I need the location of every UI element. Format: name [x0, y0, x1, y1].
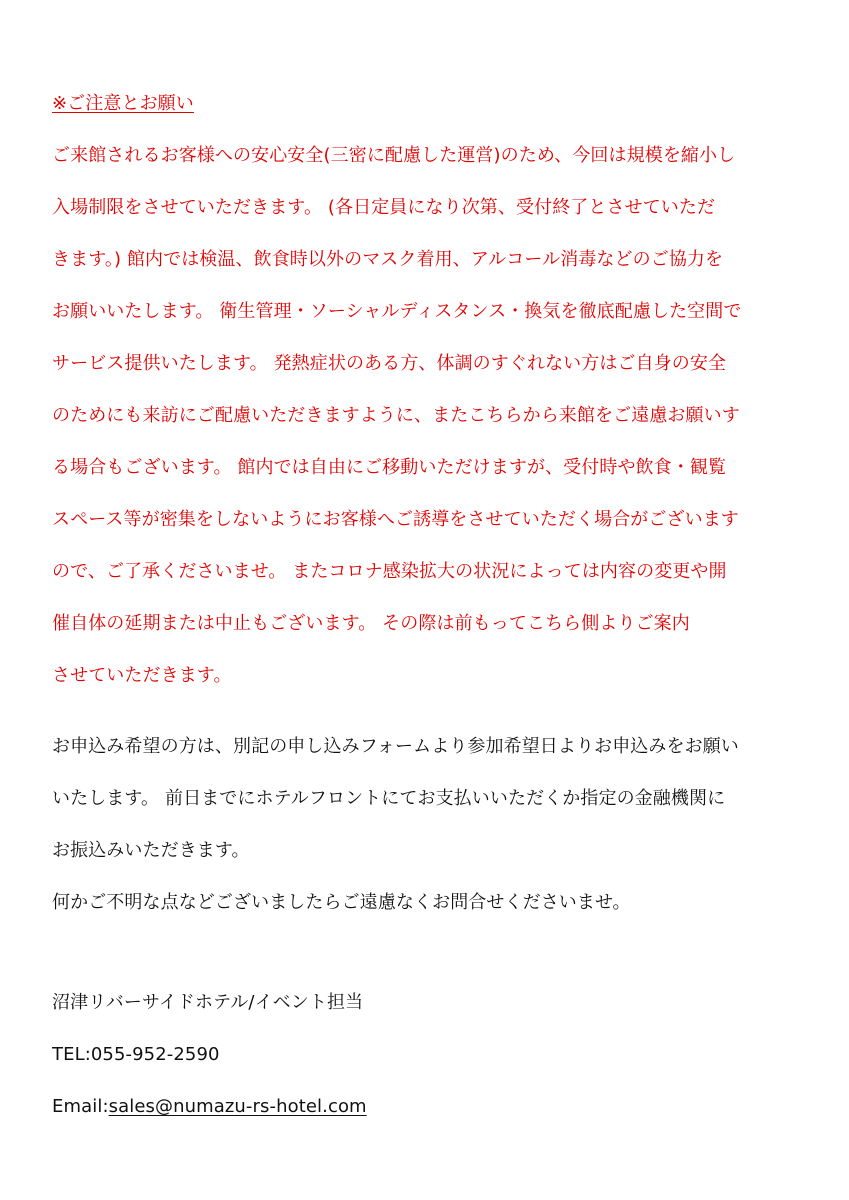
email-label: Email: — [52, 1096, 109, 1117]
application-section — [52, 721, 812, 929]
notice-line: させていただきます。 — [52, 665, 232, 686]
notice-section — [52, 78, 812, 702]
contact-name — [52, 977, 812, 1029]
notice-line: きます。) 館内では検温、飲食時以外のマスク着用、アルコール消毒などのご協力を — [52, 249, 724, 270]
notice-line: サービス提供いたします。 発熱症状のある方、体調のすぐれない方はご自身の安全 — [52, 353, 727, 374]
contact-email-row — [52, 1081, 812, 1133]
contact-tel — [52, 1029, 812, 1081]
notice-line: ご来館されるお客様への安心安全(三密に配慮した運営)のため、今回は規模を縮小し — [52, 145, 736, 166]
email-link[interactable]: sales@numazu-rs-hotel.com — [108, 1096, 367, 1117]
application-line: いたします。 前日までにホテルフロントにてお支払いいただくか指定の金融機関に — [52, 788, 726, 809]
notice-line: ので、ご了承くださいませ。 またコロナ感染拡大の状況によっては内容の変更や開 — [52, 561, 727, 582]
notice-line: る場合もございます。 館内では自由にご移動いただけますが、受付時や飲食・観覧 — [52, 457, 727, 478]
notice-line: 催自体の延期または中止もございます。 その際は前もってこちら側よりご案内 — [52, 613, 690, 634]
contact-email-line — [52, 1081, 812, 1133]
notice-line: のためにも来訪にご配慮いただきますように、またこちらから来館をご遠慮お願いす — [52, 405, 740, 426]
application-line: お申込み希望の方は、別記の申し込みフォームより参加希望日よりお申込みをお願い — [52, 736, 739, 757]
application-line: お振込みいただきます。 — [52, 840, 250, 861]
notice-line: スペース等が密集をしないようにお客様へご誘導をさせていただく場合がございます — [52, 509, 739, 530]
contact-department: 沼津リバーサイドホテル/イベント担当 — [52, 992, 364, 1013]
notice-line: 入場制限をさせていただきます。 (各日定員になり次第、受付終了とさせていただ — [52, 197, 716, 218]
inquiry-line: 何かご不明な点などございましたらご遠慮なくお問合せくださいませ。 — [52, 892, 631, 913]
notice-heading: ※ご注意とお願い — [52, 93, 194, 114]
contact-phone: TEL:055-952-2590 — [52, 1044, 220, 1065]
notice-line: お願いいたします。 衛生管理・ソーシャルディスタンス・換気を徹底配慮した空間で — [52, 301, 742, 322]
